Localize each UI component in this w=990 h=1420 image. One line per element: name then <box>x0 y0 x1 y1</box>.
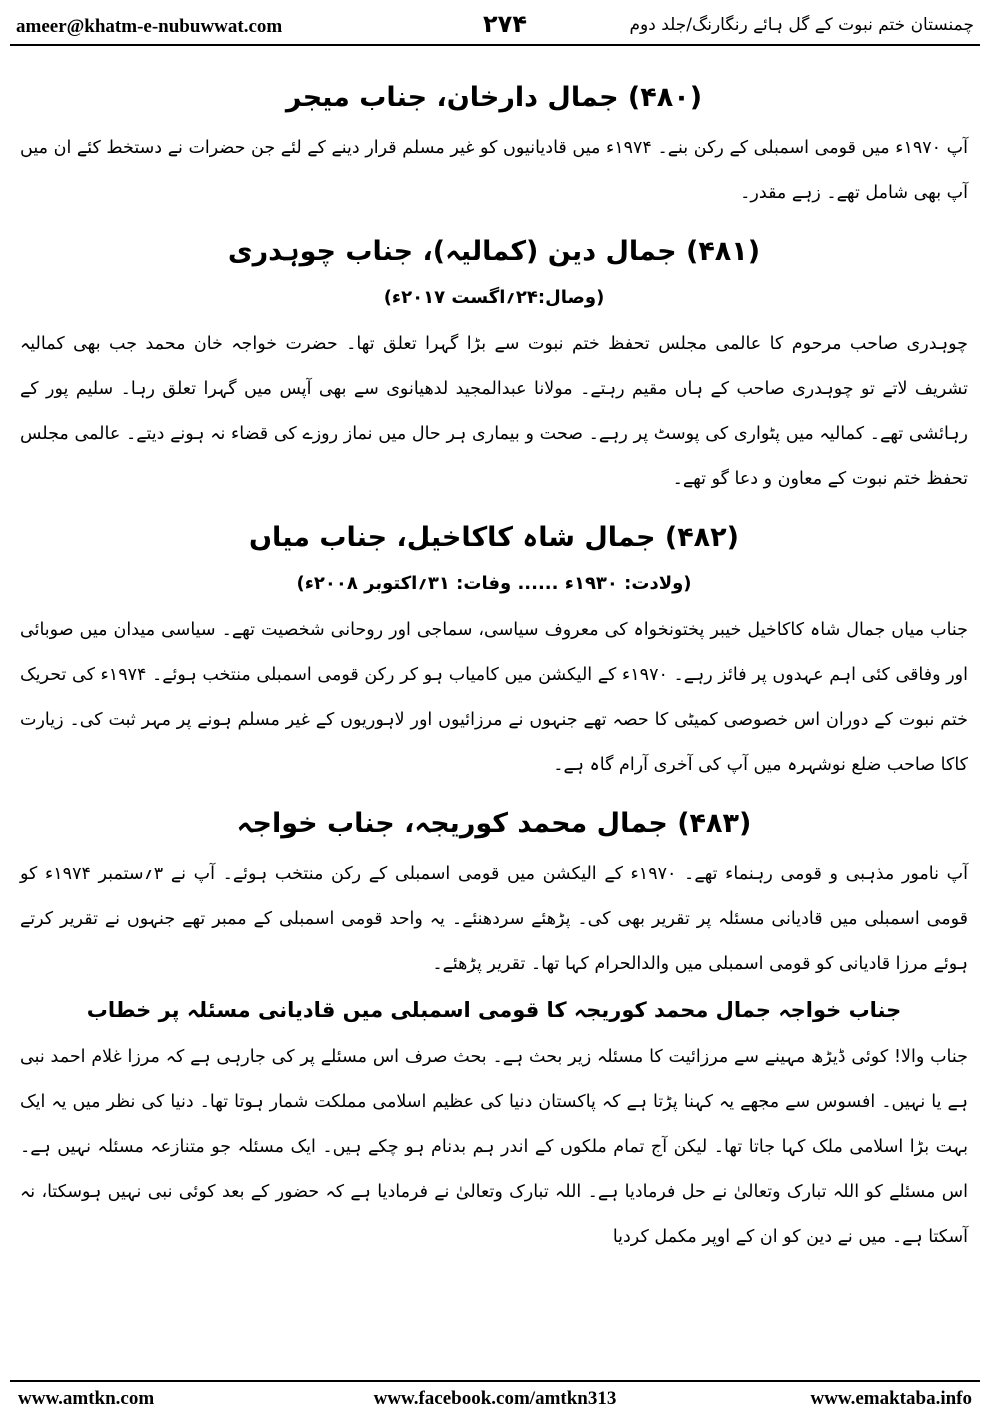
footer-facebook-link[interactable]: www.facebook.com/amtkn313 <box>373 1388 617 1409</box>
section-paragraph: آپ نامور مذہبی و قومی رہنماء تھے۔ ۱۹۷۰ء کے الیکشن میں قومی اسمبلی کے رکن منتخب ہوئے۔ آپ نے ۳؍ستمبر ۱۹۷۴ء کو قومی اسمبلی میں قادیانی مسئلہ پر تقریر بھی کی۔ پڑھئے سردھنئے۔ یہ واحد قومی اسمبلی کے ممبر تھے جنہوں نے تقریر کرتے ہوئے مرزا قادیانی کو قومی اسمبلی میں والدالحرام کہا تھا۔ تقریر پڑھئے۔ <box>20 864 968 974</box>
speech-paragraph: جناب والا! کوئی ڈیڑھ مہینے سے مرزائیت کا مسئلہ زیر بحث ہے۔ بحث صرف اس مسئلے پر کی جارہی ہے کہ مرزا غلام احمد نبی ہے یا نہیں۔ افسوس سے مجھے یہ کہنا پڑتا ہے کہ پاکستان دنیا کی عظیم اسلامی مملکت شمار ہوتا تھا۔ دنیا کی نظر میں یہ ایک بہت بڑا اسلامی ملک کہا جاتا تھا۔ لیکن آج تمام ملکوں کے اندر ہم بدنام ہو چکے ہیں۔ ایک مسئلہ جو متنازعہ مسئلہ نہیں ہے۔ اس مسئلے کو اللہ تبارک وتعالیٰ نے حل فرمادیا ہے۔ اللہ تبارک وتعالیٰ نے فرمادیا ہے کہ حضور کے بعد کوئی نبی نہیں ہوسکتا، نہ آسکتا ہے۔ میں نے دین کو ان کے اوپر مکمل کردیا <box>20 1047 968 1247</box>
section-dates: (وصال:۲۴؍اگست ۲۰۱۷ء) <box>383 287 605 308</box>
speech-heading: جناب خواجہ جمال محمد کوریجہ کا قومی اسمبلی میں قادیانی مسئلہ پر خطاب <box>86 998 902 1022</box>
section-heading-482: (۴۸۲) جمال شاہ کاکاخیل، جناب میاں <box>249 522 739 553</box>
footer-emaktaba-link[interactable]: www.emaktaba.info <box>810 1388 972 1409</box>
section-dates: (ولادت: ۱۹۳۰ء ...... وفات: ۳۱؍اکتوبر ۲۰۰۸ء) <box>296 573 692 594</box>
section-paragraph: جناب میاں جمال شاہ کاکاخیل خیبر پختونخواہ کی معروف سیاسی، سماجی اور روحانی شخصیت تھے۔ سیاسی میدان میں صوبائی اور وفاقی کئی اہم عہدوں پر فائز رہے۔ ۱۹۷۰ء کے الیکشن میں کامیاب ہو کر رکن قومی اسمبلی منتخب ہوئے۔ ۱۹۷۴ء کی تحریک ختم نبوت کے دوران اس خصوصی کمیٹی کا حصہ تھے جنہوں نے مرزائیوں اور لاہوریوں کے غیر مسلم ہونے پر مہر ثبت کی۔ زیارت کاکا صاحب ضلع نوشہرہ میں آپ کی آخری آرام گاہ ہے۔ <box>20 620 968 775</box>
section-heading-483: (۴۸۳) جمال محمد کوریجہ، جناب خواجہ <box>236 808 752 839</box>
section-paragraph: چوہدری صاحب مرحوم کا عالمی مجلس تحفظ ختم نبوت سے بڑا گہرا تعلق تھا۔ حضرت خواجہ خان محمد جب بھی کمالیہ تشریف لاتے تو چوہدری صاحب کے ہاں مقیم رہتے۔ مولانا عبدالمجید لدھیانوی سے بھی آپس میں گہرا تعلق رہا۔ سلیم پور کے رہائشی تھے۔ کمالیہ میں پٹواری کی پوسٹ پر رہے۔ صحت و بیماری ہر حال میں نماز روزے کی قضاء نہ ہونے دیتے۔ عالمی مجلس تحفظ ختم نبوت کے معاون و دعا گو تھے۔ <box>20 334 968 489</box>
page-number: ۲۷۴ <box>483 10 527 38</box>
section-heading-480: (۴۸۰) جمال دارخان، جناب میجر <box>285 82 703 113</box>
page-header <box>10 6 980 46</box>
footer-website-link[interactable]: www.amtkn.com <box>18 1388 155 1409</box>
header-email: ameer@khatm-e-nubuwwat.com <box>16 16 283 37</box>
section-heading-481: (۴۸۱) جمال دین (کمالیہ)، جناب چوہدری <box>227 236 761 267</box>
page-content <box>20 62 968 1264</box>
section-paragraph: آپ ۱۹۷۰ء میں قومی اسمبلی کے رکن بنے۔ ۱۹۷۴ء میں قادیانیوں کو غیر مسلم قرار دینے کے لئے جن حضرات نے دستخط کئے ان میں آپ بھی شامل تھے۔ زہے مقدر۔ <box>20 138 969 203</box>
book-title: چمنستان ختم نبوت کے گل ہائے رنگارنگ/جلد دوم <box>629 15 974 35</box>
page-footer <box>10 1380 980 1414</box>
